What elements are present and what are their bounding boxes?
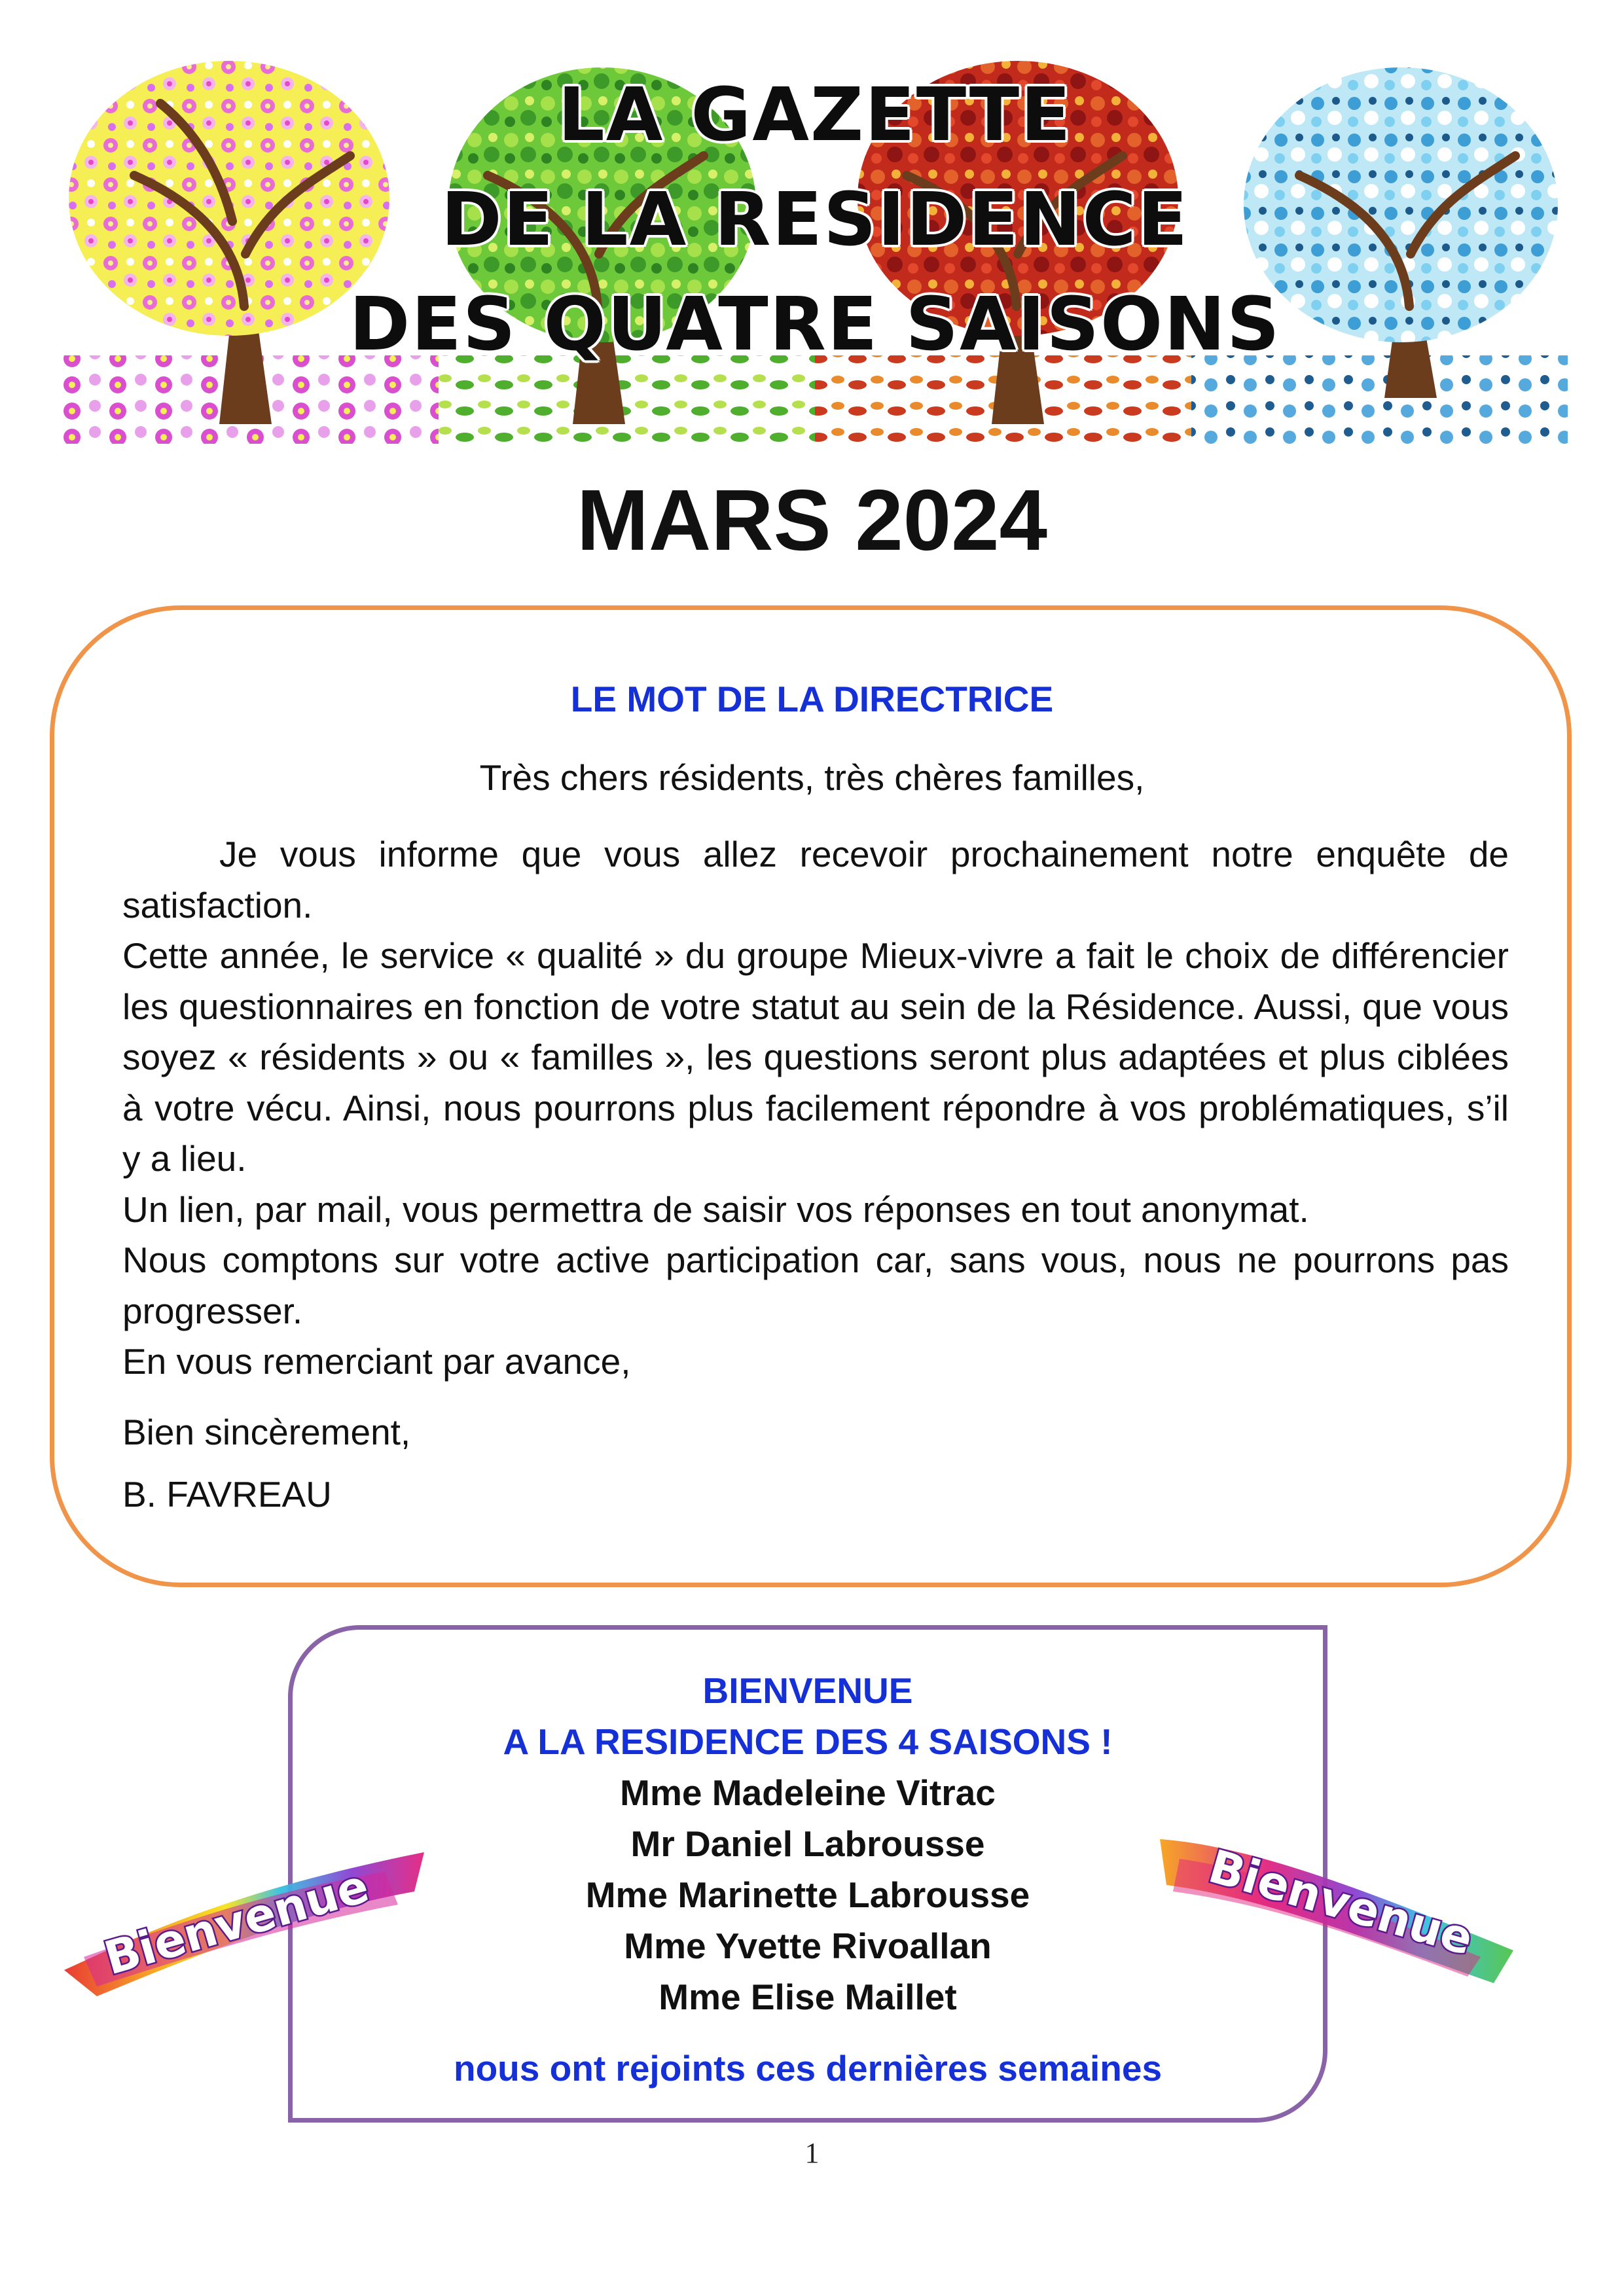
new-resident-name: Mme Madeleine Vitrac xyxy=(620,1772,996,1813)
banner-title-line-2: DE LA RESIDENCE xyxy=(441,177,1189,262)
welcome-footer: nous ont rejoints ces dernières semaines xyxy=(453,2048,1163,2089)
gazette-banner xyxy=(62,58,1568,444)
new-resident-name: Mme Yvette Rivoallan xyxy=(624,1926,992,1966)
director-paragraph: En vous remerciant par avance, xyxy=(122,1341,631,1382)
welcome-title: BIENVENUE xyxy=(702,1670,913,1711)
director-paragraph: Cette année, le service « qualité » du groupe Mieux-vivre a fait le choix de différencier les questionnaires en fonction de votre statut au sein de la Résidence. Aussi, que vous soyez « résidents » ou « familles », les questions seront plus adaptées et plus ciblées à votre vécu. Ainsi, nous pourrons plus facilement répondre à vos problématiques, s’il y a lieu. xyxy=(122,935,1509,1179)
bienvenue-badge-right xyxy=(1153,1820,1520,1990)
director-message-title: LE MOT DE LA DIRECTRICE xyxy=(570,679,1054,719)
director-paragraph: Nous comptons sur votre active participation car, sans vous, nous ne pourrons pas progresser. xyxy=(122,1240,1509,1331)
new-resident-name: Mme Marinette Labrousse xyxy=(585,1874,1030,1915)
banner-title-line-1: LA GAZETTE xyxy=(558,73,1072,158)
director-paragraph: Un lien, par mail, vous permettra de saisir vos réponses en tout anonymat. xyxy=(122,1189,1309,1230)
director-paragraph: Je vous informe que vous allez recevoir prochainement notre enquête de satisfaction. xyxy=(122,834,1509,925)
page-number: 1 xyxy=(804,2137,820,2169)
director-signature: B. FAVREAU xyxy=(122,1474,332,1515)
banner-title-line-3: DES QUATRE SAISONS xyxy=(349,282,1281,367)
new-resident-name: Mme Elise Maillet xyxy=(659,1977,957,2017)
issue-month: MARS 2024 xyxy=(577,472,1047,568)
badge-text: Bienvenue xyxy=(1202,1839,1479,1966)
director-message-body xyxy=(122,829,1509,1388)
new-resident-name: Mr Daniel Labrousse xyxy=(630,1823,985,1864)
welcome-subtitle: A LA RESIDENCE DES 4 SAISONS ! xyxy=(503,1721,1113,1762)
bienvenue-badge-left xyxy=(58,1839,431,2003)
director-greeting: Très chers résidents, très chères familles, xyxy=(479,757,1145,798)
director-closing: Bien sincèrement, xyxy=(122,1412,411,1452)
badge-text: Bienvenue xyxy=(98,1859,375,1986)
